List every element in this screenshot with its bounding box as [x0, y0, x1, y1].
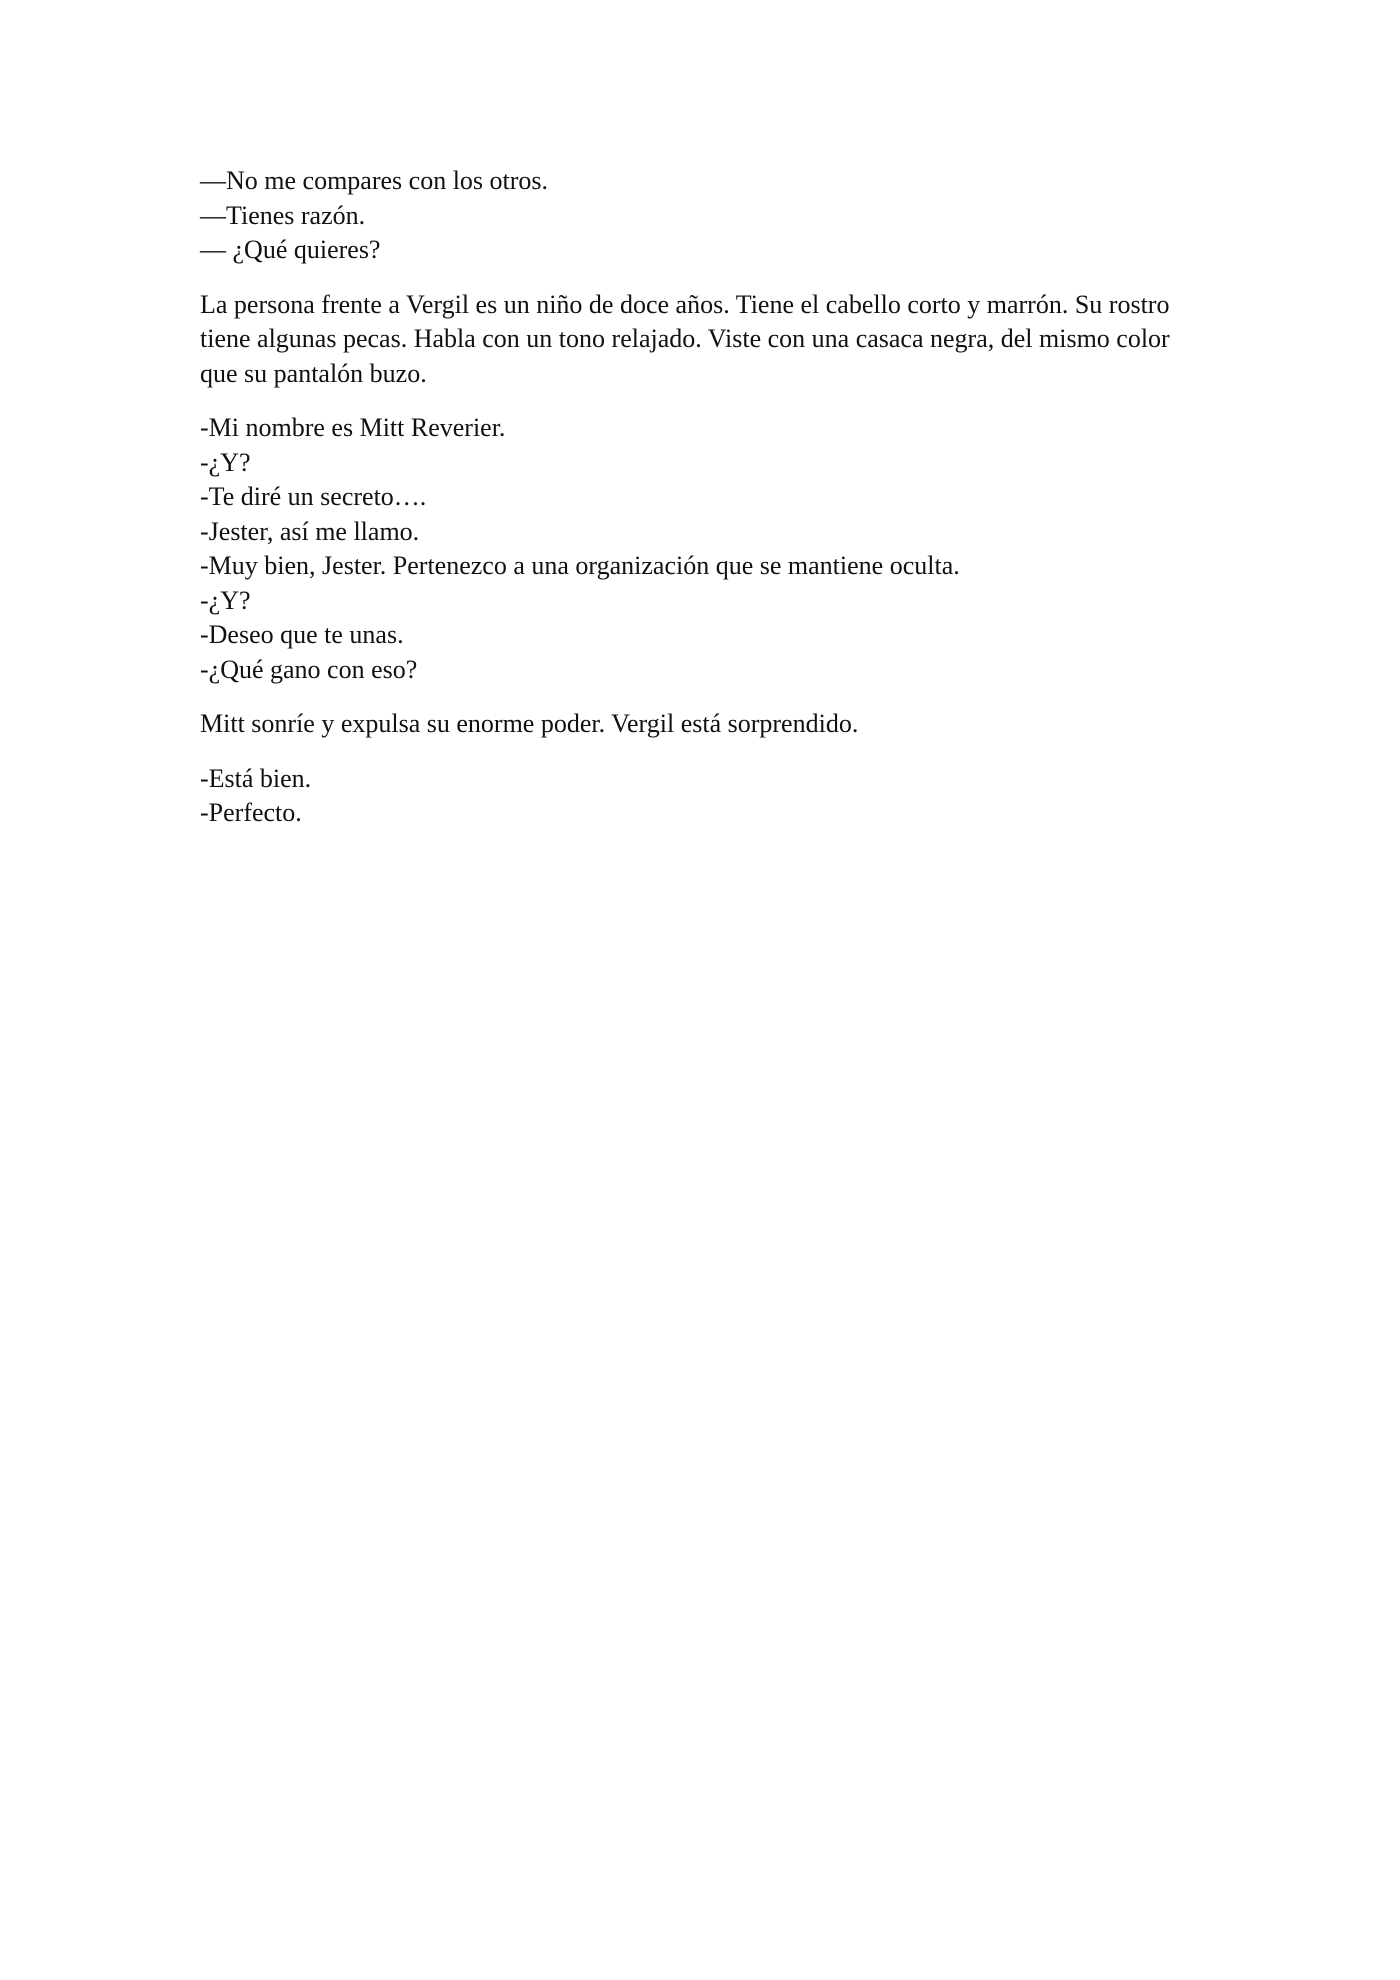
dialogue-block-1 [200, 164, 1200, 268]
narrative-paragraph-2 [200, 707, 1200, 742]
narrative-paragraph-1 [200, 288, 1200, 392]
dialogue-block-3 [200, 762, 1200, 831]
paragraph-text: Mitt sonríe y expulsa su enorme poder. Vergil está sorprendido. [200, 709, 859, 738]
document-text [200, 164, 1200, 851]
dialogue-line: -Te diré un secreto…. [200, 482, 427, 511]
dialogue-line: -¿Y? [200, 447, 251, 477]
dialogue-line: -Está bien. [200, 763, 312, 793]
dialogue-line: -¿Qué gano con eso? [200, 654, 418, 684]
dialogue-line: -Mi nombre es Mitt Reverier. [200, 413, 506, 442]
paragraph-text: La persona frente a Vergil es un niño de doce años. Tiene el cabello corto y marrón. Su rostro tiene algunas pecas. Habla con un tono relajado. Viste con una casaca negra, del mismo color que su pantalón buzo. [200, 289, 1170, 388]
dialogue-block-2 [200, 411, 1200, 687]
dialogue-line: —No me compares con los otros. [200, 166, 549, 195]
dialogue-line: -¿Y? [200, 585, 251, 615]
dialogue-line: -Perfecto. [200, 798, 302, 827]
dialogue-line: -Muy bien, Jester. Pertenezco a una organización que se mantiene oculta. [200, 551, 960, 580]
dialogue-line: -Deseo que te unas. [200, 620, 404, 649]
dialogue-line: —Tienes razón. [200, 200, 366, 230]
dialogue-line: -Jester, así me llamo. [200, 516, 420, 546]
dialogue-line: — ¿Qué quieres? [200, 235, 381, 264]
